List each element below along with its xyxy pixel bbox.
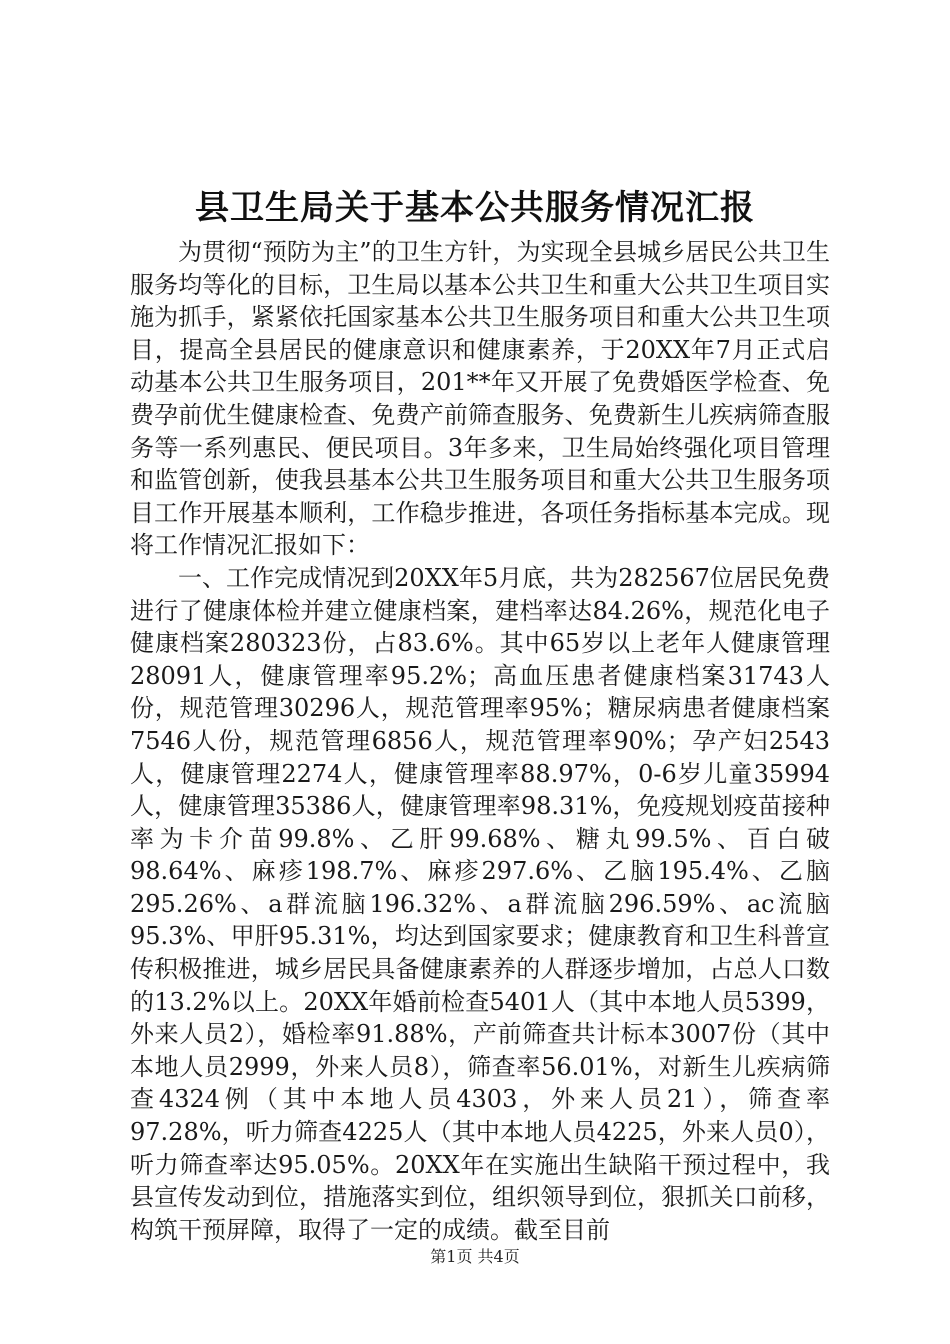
page-footer: 第1页 共4页 [430,1247,520,1266]
paragraph-intro: 为贯彻“预防为主”的卫生方针，为实现全县城乡居民公共卫生服务均等化的目标，卫生局以基本公共卫生和重大公共卫生项目实施为抓手，紧紧依托国家基本公共卫生服务项目和重大公共卫生项目，提高全县居民的健康意识和健康素养，于20XX年7月正式启动基本公共卫生服务项目，201**年又开展了免费婚医学检查、免费孕前优生健康检查、免费产前筛查服务、免费新生儿疾病筛查服务等一系列惠民、便民项目。3年多来，卫生局始终强化项目管理和监管创新，使我县基本公共卫生服务项目和重大公共卫生服务项目工作开展基本顺利，工作稳步推进，各项任务指标基本完成。现将工作情况汇报如下： [130,238,830,560]
document-title: 县卫生局关于基本公共服务情况汇报 [195,188,755,228]
document-body [130,236,830,1246]
paragraph-section-1: 一、工作完成情况到20XX年5月底，共为282567位居民免费进行了健康体检并建立健康档案，建档率达84.26%，规范化电子健康档案280323份，占83.6%。其中65岁以上老年人健康管理28091人，健康管理率95.2%；高血压患者健康档案31743人份，规范管理30296人，规范管理率95%；糖尿病患者健康档案7546人份，规范管理6856人，规范管理率90%；孕产妇2543人，健康管理2274人，健康管理率88.97%，0-6岁儿童35994人，健康管理35386人，健康管理率98.31%，免疫规划疫苗接种率为卡介苗99.8%、乙肝99.68%、糖丸99.5%、百白破98.64%、麻疹198.7%、麻疹297.6%、乙脑195.4%、乙脑295.26%、a群流脑196.32%、a群流脑296.59%、ac流脑95.3%、甲肝95.31%，均达到国家要求；健康教育和卫生科普宣传积极推进，城乡居民具备健康素养的人群逐步增加，占总人口数的13.2%以上。20XX年婚前检查5401人（其中本地人员5399，外来人员2），婚检率91.88%，产前筛查共计标本3007份（其中本地人员2999，外来人员8），筛查率56.01%，对新生儿疾病筛查4324例（其中本地人员4303，外来人员21），筛查率97.28%，听力筛查4225人（其中本地人员4225，外来人员0），听力筛查率达95.05%。20XX年在实施出生缺陷干预过程中，我县宣传发动到位，措施落实到位，组织领导到位，狠抓关口前移，构筑干预屏障，取得了一定的成绩。截至目前 [130,563,830,1244]
